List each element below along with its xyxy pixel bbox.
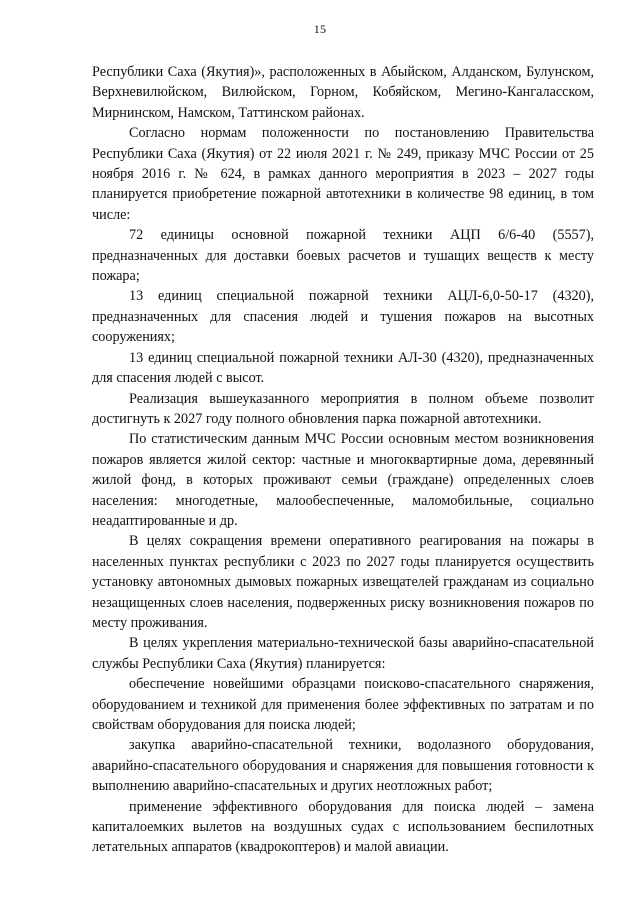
paragraph-8: В целях сокращения времени оперативного реагирования на пожары в населенных пунктах республики с 2023 по 2027 годы планируется осуществить установку автономных дымовых пожарных извещателей гражданам из социально незащищенных слоев населения, подверженных риску возникновения пожаров по месту проживания.	[92, 533, 594, 631]
paragraph-2: Согласно нормам положенности по постановлению Правительства Республики Саха (Якутия) от 22 июля 2021 г. № 249, приказу МЧС России от 25 ноября 2016 г. № 624, в рамках данного мероприятия в 2023 – 2027 годы планируется приобретение пожарной автотехники в количестве 98 единиц, в том числе:	[92, 125, 594, 223]
body-text	[92, 62, 594, 858]
paragraph-5: 13 единиц специальной пожарной техники АЛ-30 (4320), предназначенных для спасения людей с высот.	[92, 349, 594, 387]
paragraph-7: По статистическим данным МЧС России основным местом возникновения пожаров является жилой сектор: частные и многоквартирные дома, деревянный жилой фонд, в которых проживают семьи (граждане) определенных слоев населения: многодетные, малообеспеченные, маломобильные, социально неадаптированные и др.	[92, 431, 594, 529]
paragraph-6: Реализация вышеуказанного мероприятия в полном объеме позволит достигнуть к 2027 году полного обновления парка пожарной автотехники.	[92, 390, 594, 427]
paragraph-10: обеспечение новейшими образцами поисково-спасательного снаряжения, оборудованием и техникой для применения более эффективных по затратам и по свойствам оборудования для поиска людей;	[92, 676, 594, 733]
paragraph-1: Республики Саха (Якутия)», расположенных в Абыйском, Алданском, Булунском, Верхневилюйском, Вилюйском, Горном, Кобяйском, Мегино-Кангаласском, Мирнинском, Намском, Таттинском районах.	[92, 64, 594, 121]
paragraph-3: 72 единицы основной пожарной техники АЦП 6/6-40 (5557), предназначенных для доставки боевых расчетов и тушащих веществ к месту пожара;	[92, 227, 594, 285]
paragraph-4: 13 единиц специальной пожарной техники АЦЛ-6,0-50-17 (4320), предназначенных для спасения людей и тушения пожаров на высотных сооружениях;	[92, 288, 594, 346]
page-number: 15	[313, 22, 327, 36]
paragraph-11: закупка аварийно-спасательной техники, водолазного оборудования, аварийно-спасательного оборудования и снаряжения для повышения готовности к выполнению аварийно-спасательных и других неотложных работ;	[92, 737, 594, 795]
paragraph-9: В целях укрепления материально-технической базы аварийно-спасательной службы Республики Саха (Якутия) планируется:	[92, 635, 594, 672]
paragraph-12: применение эффективного оборудования для поиска людей – замена капиталоемких вылетов на воздушных судах с использованием беспилотных летательных аппаратов (квадрокоптеров) и малой авиации.	[92, 798, 594, 856]
